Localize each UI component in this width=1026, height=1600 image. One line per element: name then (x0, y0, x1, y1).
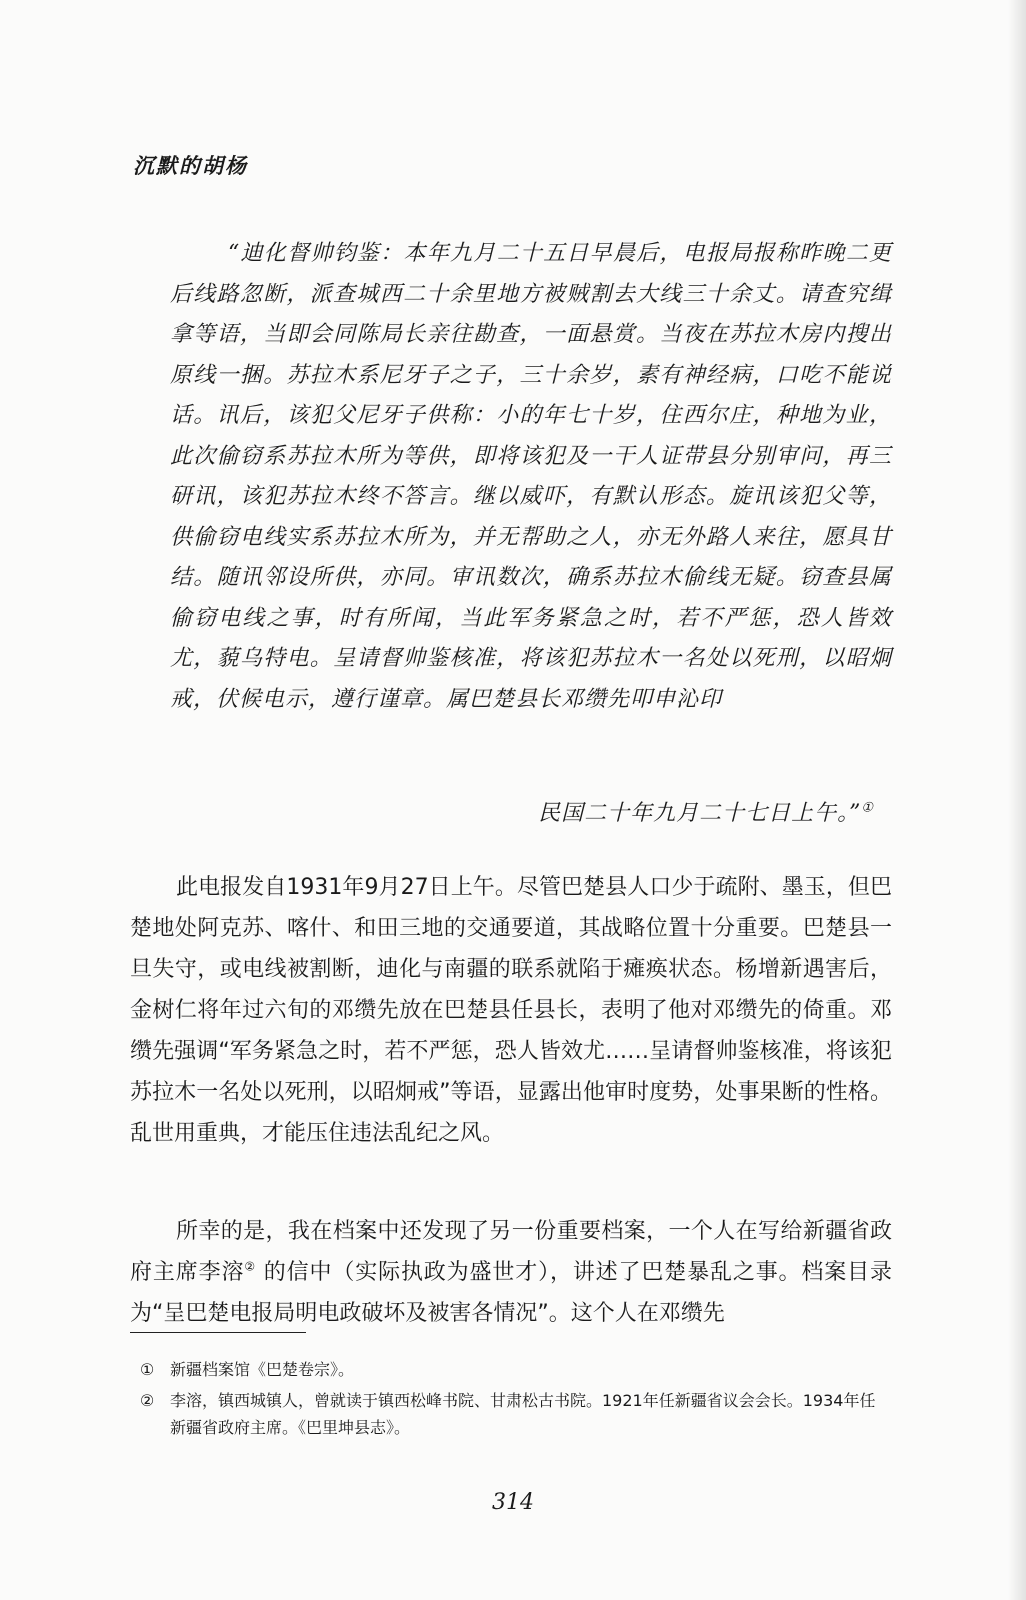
paragraph-2-text-b: 的信中（实际执政为盛世才），讲述了巴楚暴乱之事。档案目录为“呈巴楚电报局明电政破坏及被害各情况”。这个人在邓缵先 (130, 1260, 892, 1326)
footnote-1-mark: ① (139, 1360, 155, 1379)
footnote-2-text: 李溶，镇西城镇人，曾就读于镇西松峰书院、甘肃松古书院。1921年任新疆省议会会长。1934年任新疆省政府主席。《巴里坤县志》。 (170, 1391, 876, 1437)
footnote-2 (139, 1387, 882, 1441)
body-paragraph-1: 此电报发自1931年9月27日上午。尽管巴楚县人口少于疏附、墨玉，但巴楚地处阿克苏、喀什、和田三地的交通要道，其战略位置十分重要。巴楚县一旦失守，或电线被割断，迪化与南疆的联系就陷于瘫痪状态。杨增新遇害后，金树仁将年过六旬的邓缵先放在巴楚县任县长，表明了他对邓缵先的倚重。邓缵先强调“军务紧急之时，若不严惩，恐人皆效尤……呈请督帅鉴核准，将该犯苏拉木一名处以死刑，以昭炯戒”等语，显露出他审时度势，处事果断的性格。乱世用重典，才能压住违法乱纪之风。 (130, 875, 892, 1146)
page-number: 314 (492, 1490, 534, 1515)
running-header: 沉默的胡杨 (133, 153, 248, 178)
footnote-2-mark: ② (139, 1391, 155, 1410)
telegram-date-line (538, 796, 874, 827)
scan-edge-shadow (1008, 0, 1026, 1600)
telegram-quote: “迪化督帅钧鉴：本年九月二十五日早晨后，电报局报称昨晚二更后线路忽断，派查城西二十余里地方被贼割去大线三十余丈。请查究缉拿等语，当即会同陈局长亲往勘查，一面悬赏。当夜在苏拉木房内搜出原线一捆。苏拉木系尼牙子之子，三十余岁，素有神经病，口吃不能说话。讯后，该犯父尼牙子供称：小的年七十岁，住西尔庄，种地为业，此次偷窃系苏拉木所为等供，即将该犯及一干人证带县分别审问，再三研讯，该犯苏拉木终不答言。继以威吓，有默认形态。旋讯该犯父等，供偷窃电线实系苏拉木所为，并无帮助之人，亦无外路人来往，愿具甘结。随讯邻设所供，亦同。审讯数次，确系苏拉木偷线无疑。窃查县属偷窃电线之事，时有所闻，当此军务紧急之时，若不严惩，恐人皆效尤，藐乌特电。呈请督帅鉴核准，将该犯苏拉木一名处以死刑，以昭炯戒，伏候电示，遵行谨章。属巴楚县长邓缵先叩申沁印 (170, 241, 892, 712)
footnote-ref-1: ① (861, 800, 874, 816)
paragraph-2-text-a: 所幸的是，我在档案中还发现了另一份重要档案，一个人在写给新疆省政府主席李溶 (130, 1219, 892, 1285)
footnote-1-text: 新疆档案馆《巴楚卷宗》。 (170, 1360, 355, 1379)
body-paragraph-2 (130, 1211, 892, 1334)
telegram-date: 民国二十年九月二十七日上午。” (538, 801, 862, 826)
footnote-1 (139, 1356, 882, 1383)
footnote-ref-2: ② (244, 1259, 256, 1274)
footnote-divider (130, 1332, 306, 1333)
